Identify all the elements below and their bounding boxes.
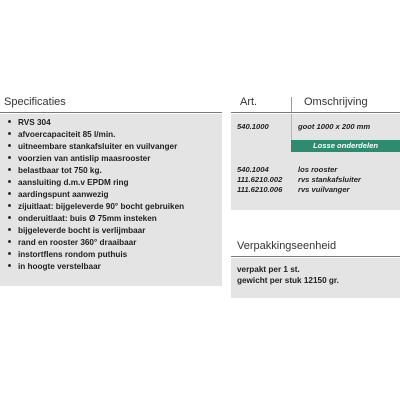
part-art: 111.6210.006 [237, 185, 283, 194]
specs-title: Specificaties [4, 96, 66, 108]
col-description-header: Omschrijving [304, 96, 368, 108]
spec-item [8, 262, 101, 272]
bullet-icon [8, 156, 11, 159]
bullet-icon [8, 132, 11, 135]
part-art: 111.6210.002 [237, 175, 283, 184]
header-column-divider [291, 97, 292, 112]
spec-item [8, 226, 145, 236]
spec-item-text: aardingspunt aanwezig [18, 190, 109, 199]
spec-item [8, 130, 115, 140]
bullet-icon [8, 144, 11, 147]
bullet-icon [8, 216, 11, 219]
main-row-description: goot 1000 x 200 mm [298, 122, 371, 131]
part-description: rvs vuilvanger [298, 185, 350, 194]
spec-item [8, 214, 157, 224]
spec-item-text: zijuitlaat: bijgeleverde 90° bocht gebruiken [18, 202, 185, 211]
packaging-line: verpakt per 1 st. [237, 265, 300, 274]
parts-band: Losse onderdelen [291, 140, 400, 152]
main-row-art: 540.1000 [237, 122, 269, 131]
packaging-title: Verpakkingseenheid [237, 240, 337, 252]
spec-item [8, 154, 150, 164]
table-header-divider [231, 112, 400, 113]
spec-item-text: instortflens rondom puthuis [18, 250, 128, 259]
spec-item [8, 238, 136, 248]
specs-divider [0, 112, 222, 113]
spec-item [8, 190, 109, 200]
spec-item-text: afvoercapaciteit 85 l/min. [18, 130, 116, 139]
spec-item [8, 178, 129, 188]
spec-item-text: belastbaar tot 750 kg. [18, 166, 102, 175]
part-description: rvs stankafsluiter [298, 175, 361, 184]
bullet-icon [8, 168, 11, 171]
spec-item [8, 166, 102, 176]
bullet-icon [8, 252, 11, 255]
bullet-icon [8, 120, 11, 123]
bullet-icon [8, 264, 11, 267]
spec-item [8, 250, 127, 260]
bullet-icon [8, 180, 11, 183]
spec-item-text: RVS 304 [18, 118, 51, 127]
spec-item-text: voorzien van antislip maasrooster [18, 154, 151, 163]
part-art: 540.1004 [237, 165, 269, 174]
bullet-icon [8, 240, 11, 243]
spec-item-text: uitneembare stankafsluiter en vuilvanger [18, 142, 178, 151]
spec-item-text: aansluiting d.m.v EPDM ring [18, 178, 129, 187]
spec-item [8, 202, 184, 212]
spec-item-text: onderuitlaat: buis Ø 75mm insteken [18, 214, 157, 223]
spec-item [8, 118, 51, 128]
bullet-icon [8, 192, 11, 195]
bullet-icon [8, 204, 11, 207]
spec-item-text: rand en rooster 360° draaibaar [18, 238, 137, 247]
spec-item-text: bijgeleverde bocht is verlijmbaar [18, 226, 146, 235]
spec-item [8, 142, 177, 152]
packaging-line: gewicht per stuk 12150 gr. [237, 276, 339, 285]
bullet-icon [8, 228, 11, 231]
spec-item-text: in hoogte verstelbaar [18, 262, 101, 271]
col-art-header: Art. [240, 96, 258, 108]
row-column-divider [291, 114, 292, 140]
packaging-divider [231, 256, 400, 257]
part-description: los rooster [298, 165, 338, 174]
